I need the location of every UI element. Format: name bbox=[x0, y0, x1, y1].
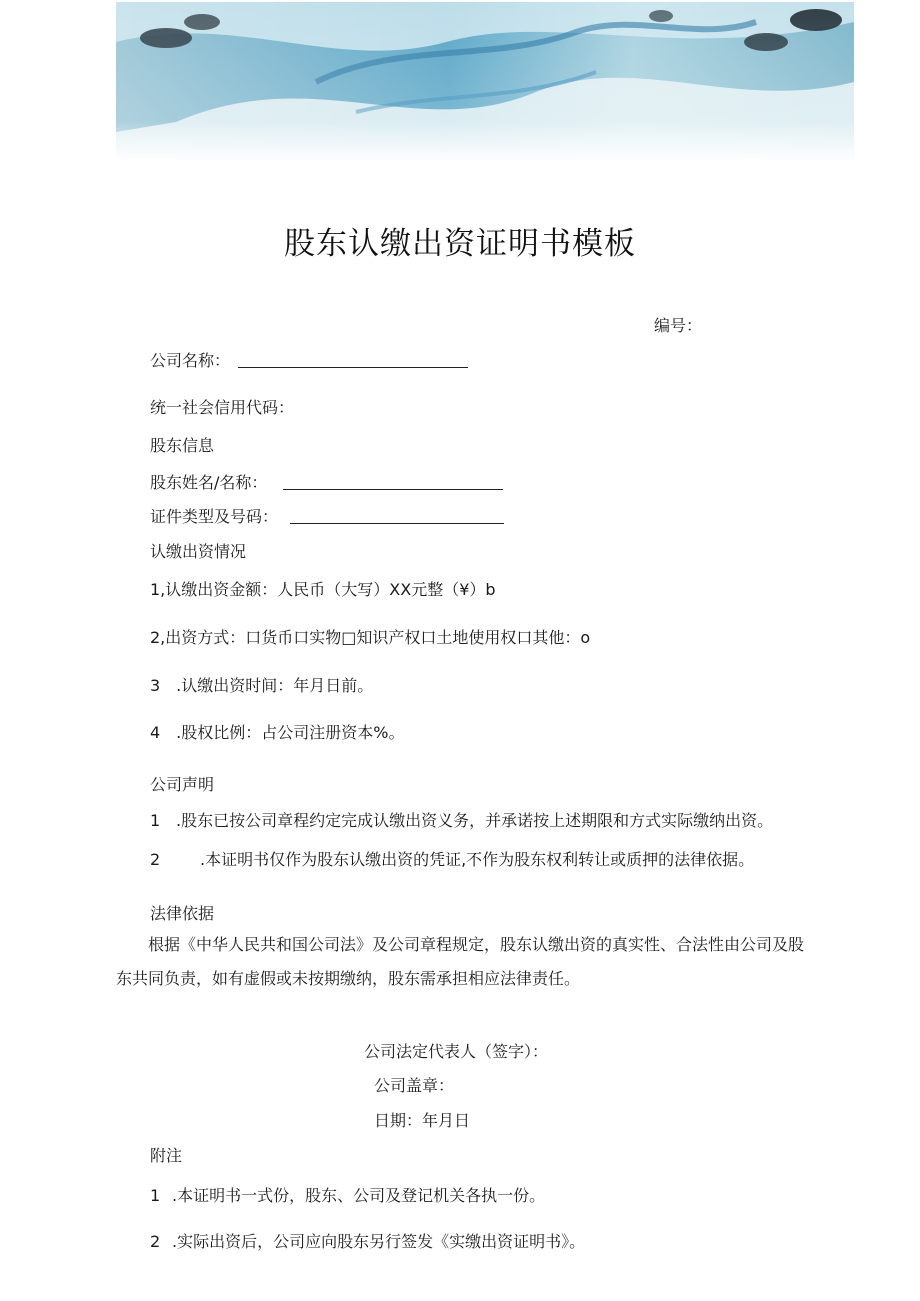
note-item-1 bbox=[150, 1183, 545, 1206]
subscription-time: 3 .认缴出资时间：年月日前。 bbox=[150, 676, 374, 695]
company-seal-label: 公司盖章： bbox=[374, 1076, 455, 1095]
note-item-1-text: .本证明书一式份，股东、公司及登记机关各执一份。 bbox=[172, 1186, 546, 1205]
note-item-2-text: .实际出资后，公司应向股东另行签发《实缴出资证明书》。 bbox=[172, 1232, 586, 1251]
watercolor-banner-image bbox=[116, 2, 854, 162]
subscription-method: 2,出资方式：口货币口实物□知识产权口土地使用权口其他：o bbox=[150, 628, 591, 647]
note-item-1-number: 1 bbox=[150, 1186, 161, 1205]
shareholder-section-title: 股东信息 bbox=[150, 436, 215, 455]
credit-code-label: 统一社会信用代码： bbox=[150, 398, 295, 417]
legal-basis-text: 根据《中华人民共和国公司法》及公司章程规定，股东认缴出资的真实性、合法性由公司及股东共同负责，如有虚假或未按期缴纳，股东需承担相应法律责任。 bbox=[116, 935, 805, 988]
id-number-field[interactable] bbox=[290, 505, 504, 524]
company-name-label: 公司名称： bbox=[150, 351, 231, 370]
shareholder-name-row bbox=[150, 470, 503, 493]
declaration-item-1 bbox=[150, 808, 773, 831]
page-title: 股东认缴出资证明书模板 bbox=[284, 226, 636, 262]
legal-rep-signature-label: 公司法定代表人（签字）： bbox=[364, 1042, 549, 1061]
declaration-item-1-number: 1 bbox=[150, 811, 161, 830]
date-label: 日期：年月日 bbox=[374, 1111, 471, 1130]
serial-number-label: 编号： bbox=[654, 316, 703, 335]
notes-section-title: 附注 bbox=[150, 1146, 183, 1165]
declaration-item-2-text: .本证明书仅作为股东认缴出资的凭证,不作为股东权利转让或质押的法律依据。 bbox=[200, 850, 755, 869]
subscription-amount: 1,认缴出资金额：人民币（大写）XX元整（¥）b bbox=[150, 580, 496, 599]
shareholder-name-field[interactable] bbox=[283, 471, 503, 490]
declaration-item-2-number: 2 bbox=[150, 850, 161, 869]
legal-section-title: 法律依据 bbox=[150, 904, 215, 923]
id-number-row bbox=[150, 504, 504, 527]
declaration-section-title: 公司声明 bbox=[150, 775, 215, 794]
company-name-field[interactable] bbox=[238, 349, 468, 368]
declaration-item-2 bbox=[150, 847, 754, 870]
company-name-row bbox=[150, 348, 468, 371]
subscription-section-title: 认缴出资情况 bbox=[150, 542, 247, 561]
shareholder-name-label: 股东姓名/名称： bbox=[150, 473, 268, 492]
declaration-item-1-text: .股东已按公司章程约定完成认缴出资义务，并承诺按上述期限和方式实际缴纳出资。 bbox=[176, 811, 774, 830]
equity-ratio: 4 .股权比例：占公司注册资本%。 bbox=[150, 723, 405, 742]
note-item-2-number: 2 bbox=[150, 1232, 161, 1251]
id-number-label: 证件类型及号码： bbox=[150, 507, 279, 526]
note-item-2 bbox=[150, 1229, 585, 1252]
